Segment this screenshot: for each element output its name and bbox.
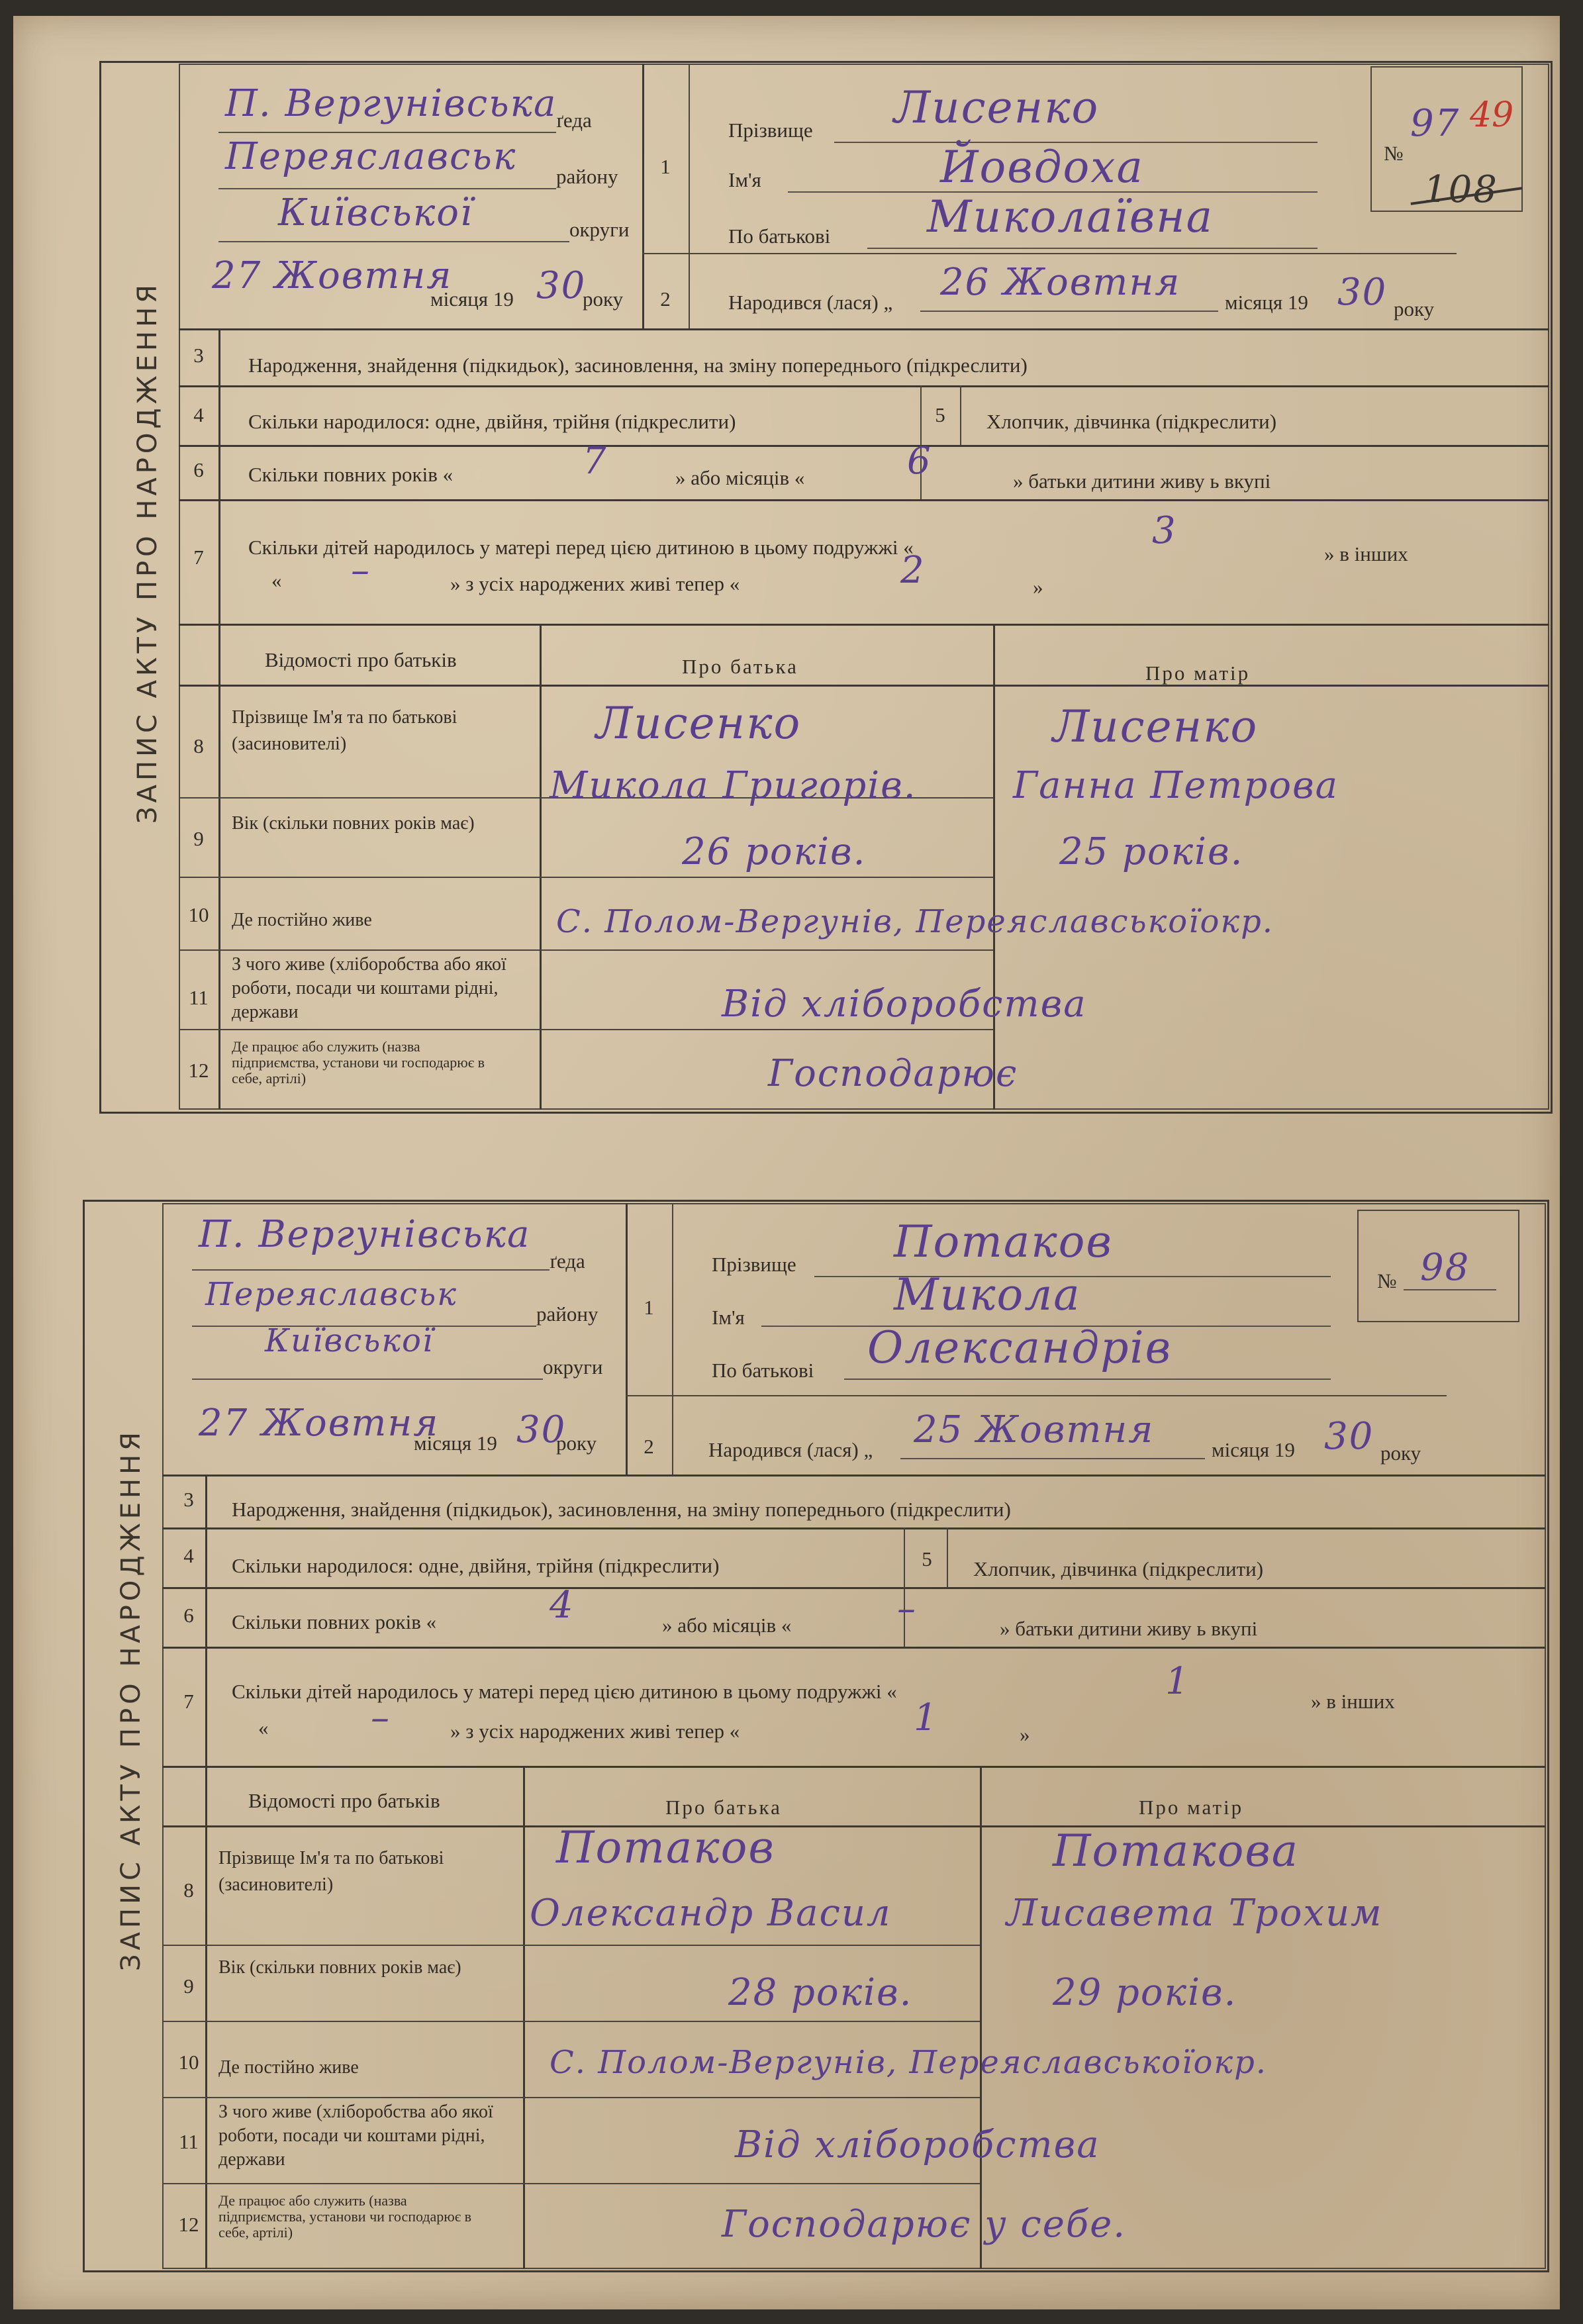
children-alive: 1 (914, 1696, 939, 1739)
place-okruha: Київської (265, 1322, 434, 1359)
children-other-marriages: – (351, 549, 371, 592)
father-age: 26 років. (682, 830, 867, 873)
mother-age: 25 років. (1059, 830, 1244, 873)
registration-date: 27 Жовтня (199, 1402, 440, 1445)
mother-name: Ганна Петрова (1013, 764, 1339, 807)
months-together: 6 (907, 440, 932, 483)
child-patronymic: Миколаївна (927, 191, 1214, 242)
months-together: – (897, 1587, 917, 1630)
row4-label: Скільки народилося: одне, двійня, трійня (підкреслити) (232, 1554, 720, 1577)
years-together: 4 (550, 1584, 575, 1627)
parents-residence: С. Полом-Вергунів, Переяславськоїокр. (550, 2044, 1268, 2081)
registration-date: 27 Жовтня (212, 254, 453, 297)
birth-year: 30 (1324, 1415, 1374, 1458)
child-surname: Лисенко (894, 82, 1100, 133)
years-together: 7 (583, 440, 608, 483)
parents-residence: С. Полом-Вергунів, Переяславськоїокр. (556, 903, 1274, 940)
children-other-marriages: – (371, 1696, 391, 1739)
children-before: 1 (1165, 1660, 1190, 1703)
father-name: Олександр Васил (530, 1892, 892, 1935)
row3-label: Народження, знайдення (підкидьок), засиновлення, на зміну попереднього (підкреслити) (248, 354, 1028, 377)
parents-occupation: Від хліборобства (735, 2123, 1100, 2166)
child-patronymic: Олександрів (867, 1322, 1172, 1373)
birth-date: 25 Жовтня (914, 1408, 1155, 1451)
row3-label: Народження, знайдення (підкидьок), засиновлення, на зміну попереднього (підкреслити) (232, 1498, 1011, 1521)
side-title: ЗАПИС АКТУ ПРО НАРОДЖЕННЯ (132, 281, 163, 824)
birth-record-form-2: ЗАПИС АКТУ ПРО НАРОДЖЕННЯ П. Вергунівська ґеда Переяславськ району Київської округи 27 Жовтня місяця 19 30 року 1 Прізвище Потаков Ім'я Микола По батькові Олександрів № 98 2 Народився (лася) „ 25 Жовтня місяця 19 30 року 3 Народження, знайдення (підкидьок), засиновлення, на зміну попереднього (підкреслити) 4 Скільки народилося: одне, двійня, трійня (підкреслити) 5 Хлопчик, дівчинка (підкреслити) 6 Скільки повних років « 4 » або місяців « – » батьки дитини живу ь вкупі 7 Скільки дітей народилось у матері перед цією дитиною в цьому подружжі « 1 » в інших « – » з усіх народжених живі тепер « 1 » Відомості про батьків Про батька Про матір 8 Прізвище Ім'я та по батькові (засиновителі) Потаков Олександр Васил Потакова Лисавета Трохим 9 Вік (скільки повних років має) 28 років. 29 років. 10 Де постійно живе С. Полом-Вергунів, Переяславськоїокр. 11 З чого живе (хліборобства або якої роботи, посади чи коштами рідні, держави Від хліборобства 12 Де працює або служить (назва підприємства, установи чи господарює в себе, артілі) Господарює у себе. (13, 1183, 1560, 2243)
mother-name: Лисавета Трохим (1006, 1892, 1383, 1935)
father-age: 28 років. (728, 1971, 913, 2014)
place-village: П. Вергунівська (199, 1213, 531, 1256)
mother-age: 29 років. (1053, 1971, 1237, 2014)
record-number-struck: 108 (1423, 168, 1498, 211)
birth-date: 26 Жовтня (940, 261, 1181, 304)
row5-label: Хлопчик, дівчинка (підкреслити) (986, 410, 1277, 433)
record-number-red: 49 (1470, 95, 1514, 135)
child-surname: Потаков (894, 1216, 1113, 1267)
place-okruha: Київської (278, 191, 473, 234)
parents-workplace: Господарює (768, 1052, 1018, 1095)
place-village: П. Вергунівська (225, 82, 557, 125)
child-name: Йовдоха (940, 142, 1144, 193)
registration-year: 30 (516, 1408, 567, 1451)
father-name: Микола Григорів. (550, 764, 917, 807)
children-before: 3 (1152, 509, 1177, 552)
birth-year: 30 (1337, 271, 1388, 314)
row5-label: Хлопчик, дівчинка (підкреслити) (973, 1557, 1264, 1580)
mother-surname: Лисенко (1053, 701, 1259, 752)
parents-workplace: Господарює у себе. (722, 2203, 1127, 2246)
place-district: Переяславськ (205, 1276, 457, 1313)
birth-record-form-1: ЗАПИС АКТУ ПРО НАРОДЖЕННЯ П. Вергунівська ґеда Переяславськ району Київської округи 27 Жовтня місяця 19 30 року 1 Прізвище Лисенко Ім'я Йовдоха По батькові Миколаївна № 97 49 108 2 Народився (лася) „ 26 Жовтня місяця 19 30 року 3 Народження, знайдення (підкидьок), засиновлення, на зміну попереднього (підкреслити) 4 Скільки народилося: одне, двійня, трійня (підкреслити) 5 Хлопчик, дівчинка (підкреслити) 6 Скільки повних років « 7 » або місяців « 6 » батьки дитини живу ь вкупі 7 Скільки дітей народилось у матері перед цією дитиною в цьому подружжі « 3 » в інших « – » з усіх народжених живі тепер « 2 » Відомості про батьків Про батька Про матір 8 Прізвище Ім'я та по батькові (засиновителі) Лисенко Микола Григорів. Лисенко Ганна Петрова 9 Вік (скільки повних років має) 26 років. 25 років. 10 Де постійно живе С. Полом-Вергунів, Переяславськоїокр. 11 З чого живе (хліборобства або якої роботи, посади чи коштами рідні, держави Від хліборобства 12 Де працює або служить (назва підприємства, установи чи господарює в себе, артілі) Господарює (13, 42, 1560, 1095)
child-name: Микола (894, 1269, 1081, 1320)
row4-label: Скільки народилося: одне, двійня, трійня (підкреслити) (248, 410, 736, 433)
registration-year: 30 (536, 264, 587, 307)
side-title: ЗАПИС АКТУ ПРО НАРОДЖЕННЯ (116, 1428, 146, 1971)
document-sheet (13, 16, 1560, 2309)
mother-surname: Потакова (1053, 1825, 1300, 1876)
record-number: 97 (1410, 102, 1461, 145)
father-surname: Потаков (556, 1822, 775, 1873)
place-district: Переяславськ (225, 135, 517, 178)
children-alive: 2 (900, 549, 926, 592)
father-surname: Лисенко (596, 698, 802, 749)
record-number: 98 (1420, 1246, 1470, 1289)
parents-occupation: Від хліборобства (722, 983, 1087, 1026)
